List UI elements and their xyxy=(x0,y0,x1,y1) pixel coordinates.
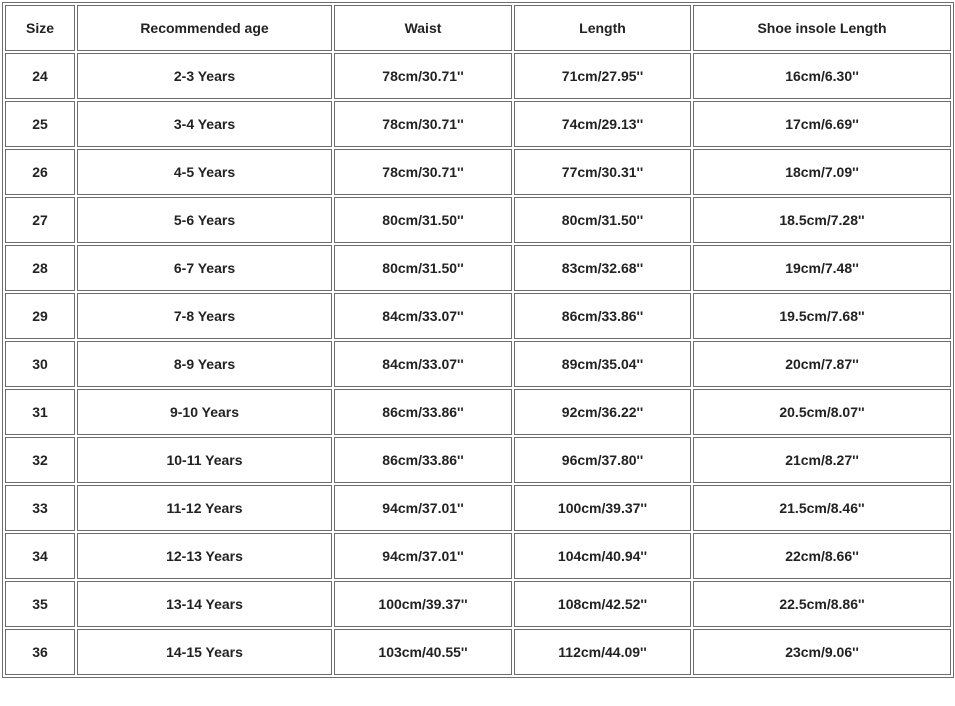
cell-length: 77cm/30.31'' xyxy=(514,149,691,195)
cell-size: 26 xyxy=(5,149,75,195)
cell-shoe-insole-length: 21.5cm/8.46'' xyxy=(693,485,951,531)
table-header-row xyxy=(5,5,951,51)
table-row xyxy=(5,149,951,195)
table-row xyxy=(5,581,951,627)
cell-shoe-insole-length: 16cm/6.30'' xyxy=(693,53,951,99)
cell-recommended-age: 11-12 Years xyxy=(77,485,332,531)
cell-recommended-age: 4-5 Years xyxy=(77,149,332,195)
cell-shoe-insole-length: 18.5cm/7.28'' xyxy=(693,197,951,243)
cell-length: 80cm/31.50'' xyxy=(514,197,691,243)
cell-recommended-age: 6-7 Years xyxy=(77,245,332,291)
cell-size: 31 xyxy=(5,389,75,435)
cell-recommended-age: 8-9 Years xyxy=(77,341,332,387)
cell-shoe-insole-length: 19.5cm/7.68'' xyxy=(693,293,951,339)
cell-shoe-insole-length: 23cm/9.06'' xyxy=(693,629,951,675)
cell-waist: 94cm/37.01'' xyxy=(334,485,512,531)
cell-length: 112cm/44.09'' xyxy=(514,629,691,675)
cell-recommended-age: 13-14 Years xyxy=(77,581,332,627)
cell-length: 92cm/36.22'' xyxy=(514,389,691,435)
table-row xyxy=(5,293,951,339)
cell-recommended-age: 5-6 Years xyxy=(77,197,332,243)
cell-waist: 103cm/40.55'' xyxy=(334,629,512,675)
header-recommended-age: Recommended age xyxy=(77,5,332,51)
cell-size: 25 xyxy=(5,101,75,147)
cell-size: 27 xyxy=(5,197,75,243)
cell-shoe-insole-length: 19cm/7.48'' xyxy=(693,245,951,291)
cell-length: 74cm/29.13'' xyxy=(514,101,691,147)
cell-recommended-age: 14-15 Years xyxy=(77,629,332,675)
cell-recommended-age: 2-3 Years xyxy=(77,53,332,99)
cell-waist: 78cm/30.71'' xyxy=(334,53,512,99)
size-chart-body xyxy=(5,53,951,675)
header-length: Length xyxy=(514,5,691,51)
table-row xyxy=(5,197,951,243)
header-waist: Waist xyxy=(334,5,512,51)
cell-recommended-age: 9-10 Years xyxy=(77,389,332,435)
cell-size: 35 xyxy=(5,581,75,627)
table-row xyxy=(5,101,951,147)
cell-waist: 86cm/33.86'' xyxy=(334,437,512,483)
header-shoe-insole-length: Shoe insole Length xyxy=(693,5,951,51)
cell-waist: 80cm/31.50'' xyxy=(334,197,512,243)
cell-waist: 80cm/31.50'' xyxy=(334,245,512,291)
cell-length: 100cm/39.37'' xyxy=(514,485,691,531)
cell-length: 71cm/27.95'' xyxy=(514,53,691,99)
cell-shoe-insole-length: 20cm/7.87'' xyxy=(693,341,951,387)
cell-size: 34 xyxy=(5,533,75,579)
cell-recommended-age: 3-4 Years xyxy=(77,101,332,147)
size-chart-table xyxy=(2,2,954,678)
cell-waist: 86cm/33.86'' xyxy=(334,389,512,435)
cell-recommended-age: 10-11 Years xyxy=(77,437,332,483)
cell-length: 96cm/37.80'' xyxy=(514,437,691,483)
cell-waist: 94cm/37.01'' xyxy=(334,533,512,579)
cell-shoe-insole-length: 18cm/7.09'' xyxy=(693,149,951,195)
table-row xyxy=(5,533,951,579)
cell-size: 30 xyxy=(5,341,75,387)
table-row xyxy=(5,389,951,435)
cell-length: 108cm/42.52'' xyxy=(514,581,691,627)
cell-waist: 100cm/39.37'' xyxy=(334,581,512,627)
cell-size: 29 xyxy=(5,293,75,339)
table-row xyxy=(5,341,951,387)
cell-size: 32 xyxy=(5,437,75,483)
cell-recommended-age: 7-8 Years xyxy=(77,293,332,339)
cell-recommended-age: 12-13 Years xyxy=(77,533,332,579)
cell-size: 24 xyxy=(5,53,75,99)
cell-length: 89cm/35.04'' xyxy=(514,341,691,387)
table-row xyxy=(5,53,951,99)
cell-waist: 84cm/33.07'' xyxy=(334,341,512,387)
table-row xyxy=(5,245,951,291)
table-row xyxy=(5,629,951,675)
cell-size: 36 xyxy=(5,629,75,675)
cell-shoe-insole-length: 17cm/6.69'' xyxy=(693,101,951,147)
cell-waist: 78cm/30.71'' xyxy=(334,101,512,147)
cell-size: 33 xyxy=(5,485,75,531)
cell-shoe-insole-length: 20.5cm/8.07'' xyxy=(693,389,951,435)
header-size: Size xyxy=(5,5,75,51)
table-row xyxy=(5,485,951,531)
cell-waist: 78cm/30.71'' xyxy=(334,149,512,195)
cell-length: 83cm/32.68'' xyxy=(514,245,691,291)
cell-shoe-insole-length: 22cm/8.66'' xyxy=(693,533,951,579)
table-row xyxy=(5,437,951,483)
cell-size: 28 xyxy=(5,245,75,291)
cell-length: 104cm/40.94'' xyxy=(514,533,691,579)
cell-shoe-insole-length: 22.5cm/8.86'' xyxy=(693,581,951,627)
cell-length: 86cm/33.86'' xyxy=(514,293,691,339)
cell-waist: 84cm/33.07'' xyxy=(334,293,512,339)
cell-shoe-insole-length: 21cm/8.27'' xyxy=(693,437,951,483)
